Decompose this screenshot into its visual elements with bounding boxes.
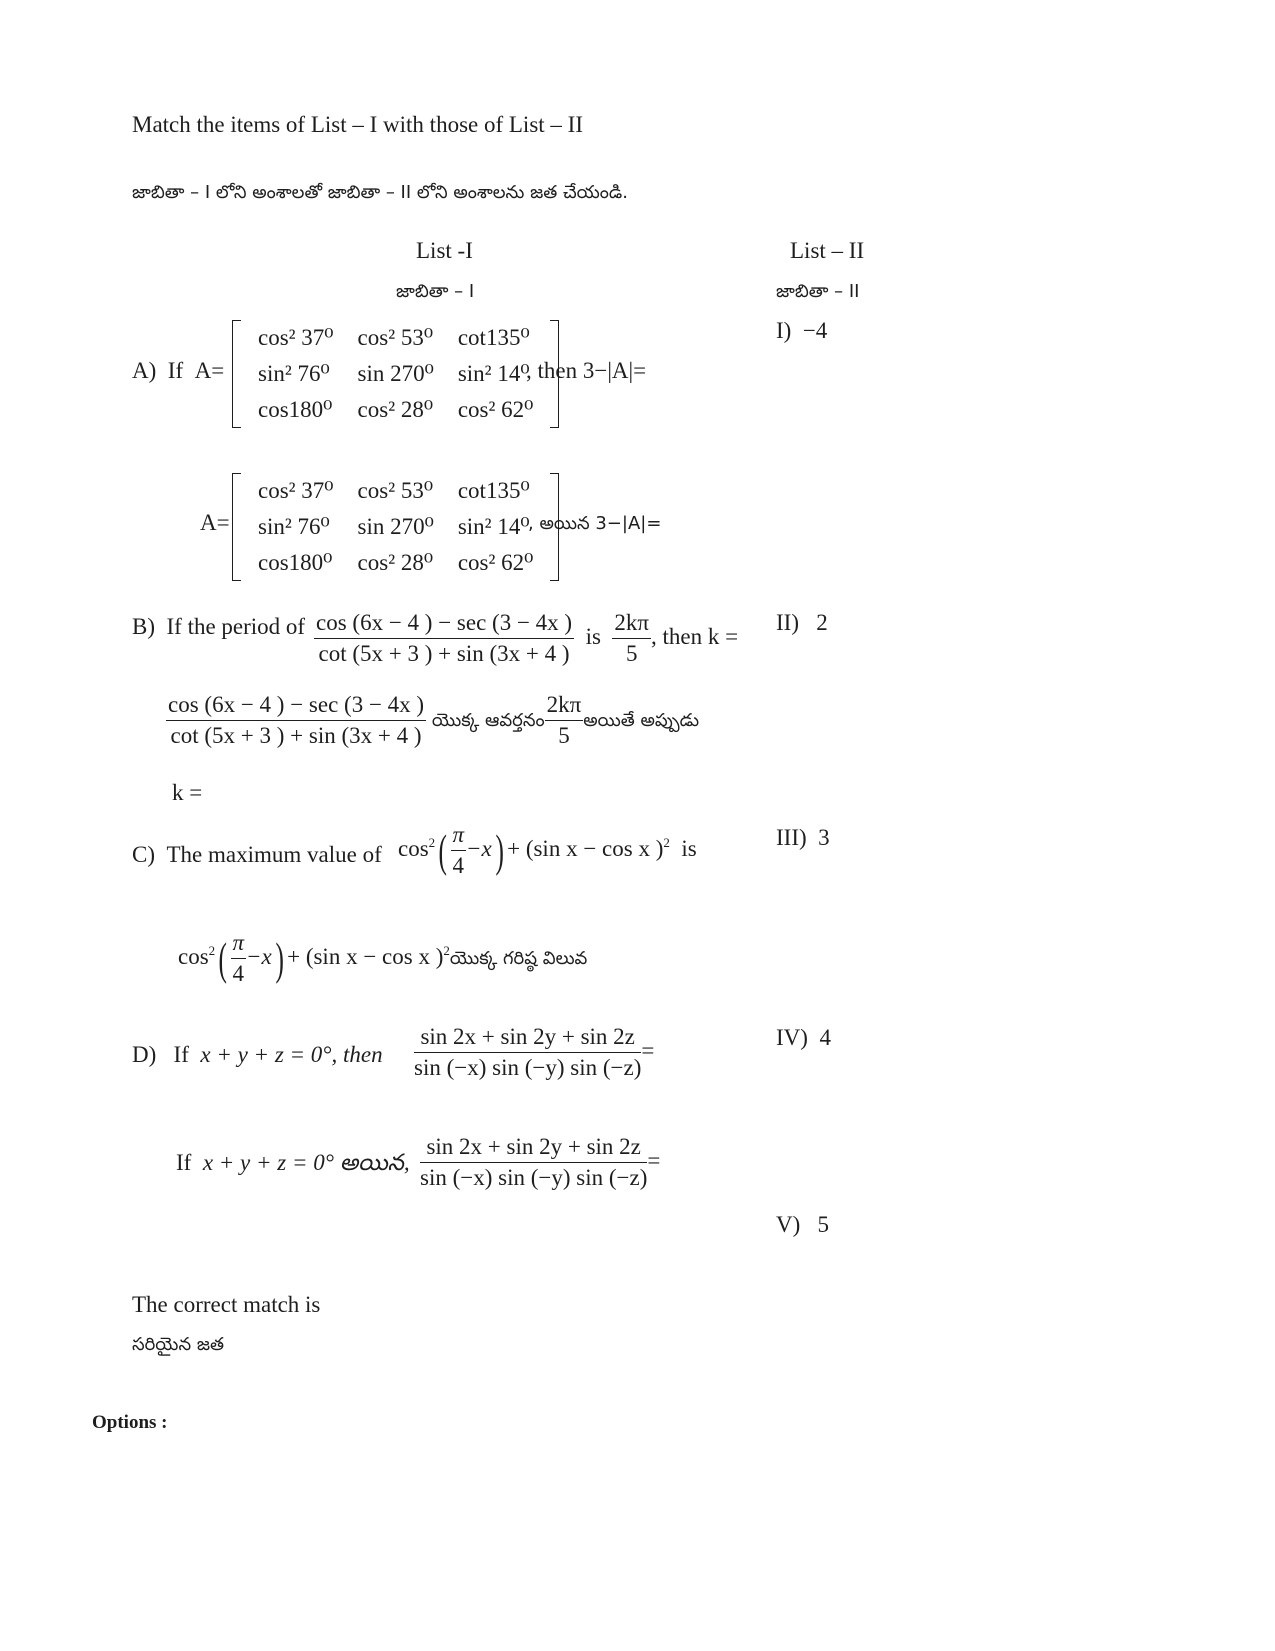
itemB-expression <box>314 610 738 667</box>
list2-label: V) <box>776 1212 801 1237</box>
itemC-four: 4 <box>452 853 465 878</box>
list2-label: III) <box>776 825 807 850</box>
matrix-cell: cos² 53⁰ <box>357 325 434 350</box>
matrix-cell: cos² 28⁰ <box>357 397 434 422</box>
list2-label: I) <box>776 318 792 343</box>
list2-item-1 <box>776 318 827 344</box>
itemD-expression <box>414 1024 654 1081</box>
itemB-period-den: 5 <box>558 723 570 748</box>
itemB-is: is <box>585 623 601 649</box>
itemB-numerator: cos (6x − 4 ) − sec (3 − 4x ) <box>166 692 426 721</box>
itemC-cos: cos <box>178 943 209 969</box>
matrix-cell: cos² 62⁰ <box>457 550 534 575</box>
list2-header: List – II <box>790 238 865 263</box>
itemB-period-num: 2kπ <box>612 610 651 639</box>
itemB-expression-telugu <box>166 692 699 749</box>
matrix-cell: sin² 14⁰ <box>457 361 530 386</box>
itemB-period <box>545 692 584 749</box>
closing-english: The correct match is <box>132 1292 321 1317</box>
list2-value: 4 <box>819 1025 831 1050</box>
closing-telugu: సరియైన జత <box>132 1334 224 1355</box>
itemA-lhs-telugu: A= <box>200 510 230 535</box>
paren-close: ) <box>495 824 504 876</box>
itemD-prefix-telugu <box>176 1150 410 1182</box>
itemD-eq: = <box>647 1147 661 1173</box>
itemB-period <box>612 610 651 667</box>
matrix-cell: sin² 14⁰ <box>457 514 530 539</box>
bracket-left <box>232 473 241 581</box>
itemD-fraction <box>420 1134 647 1191</box>
itemB-label-text: B) <box>132 614 155 639</box>
matrix-cell: cos180⁰ <box>258 397 333 422</box>
itemC-pi-fraction <box>451 822 467 879</box>
matrix-cell: sin 270⁰ <box>357 361 434 386</box>
itemB-label <box>132 614 305 640</box>
itemC-prefix <box>132 842 382 868</box>
list2-item-3 <box>776 825 830 851</box>
list1-header: List -I <box>416 238 473 263</box>
itemD-numerator: sin 2x + sin 2y + sin 2z <box>414 1024 641 1053</box>
matrix-cell: cos² 62⁰ <box>457 397 534 422</box>
list2-value: 5 <box>817 1212 830 1237</box>
itemC-suffix-telugu: యొక్క గరిష్ఠ విలువ <box>449 947 588 969</box>
paren-open: ( <box>438 824 448 876</box>
itemB-mid-telugu: యొక్క ఆవర్తనం <box>431 709 545 731</box>
itemB-fraction <box>166 692 426 749</box>
itemC-label: C) <box>132 842 155 867</box>
itemD-condition: x + y + z = 0°, then <box>200 1042 383 1067</box>
matrix-cell: cos² 37⁰ <box>258 478 334 503</box>
list2-value: 2 <box>816 610 828 635</box>
list1-header-telugu: జాబితా – I <box>396 281 475 302</box>
itemC-rest: + (sin x − cos x ) <box>507 835 664 861</box>
matrix-cell: sin 270⁰ <box>357 514 434 539</box>
list2-label: II) <box>776 610 799 635</box>
itemB-period-num: 2kπ <box>545 692 584 721</box>
itemA-matrix <box>232 320 559 428</box>
itemD-numerator: sin 2x + sin 2y + sin 2z <box>420 1134 647 1163</box>
itemB-fraction <box>314 610 574 667</box>
matrix-cell: cos² 28⁰ <box>357 550 434 575</box>
itemA-label: A) <box>132 358 157 383</box>
list2-value: 3 <box>818 825 830 850</box>
itemC-pi-fraction <box>231 930 247 987</box>
itemB-denominator: cot (5x + 3 ) + sin (3x + 4 ) <box>170 723 422 748</box>
intro-english: Match the items of List – I with those of List – II <box>132 112 583 137</box>
intro-telugu: జాబితా – I లోని అంశాలతో జాబితా – II లోని అంశాలను జత చేయండి. <box>132 182 628 203</box>
itemD-if: If <box>176 1150 192 1175</box>
itemA-then: , then 3−|A|= <box>526 358 647 383</box>
itemB-then: , then k = <box>651 623 739 649</box>
itemC-square: 2 <box>443 943 450 959</box>
itemA-if: If <box>167 358 184 383</box>
bracket-left <box>232 320 241 428</box>
itemC-square: 2 <box>663 835 670 851</box>
itemA-matrix-telugu <box>232 473 559 581</box>
itemC-pi: π <box>231 930 247 959</box>
itemC-expression-telugu <box>178 930 587 987</box>
matrix-cell: cot135⁰ <box>457 325 530 350</box>
list2-value: −4 <box>802 318 828 343</box>
itemB-k-line: k = <box>172 780 203 805</box>
itemA-prefix <box>132 358 224 384</box>
itemD-label: D) <box>132 1042 157 1067</box>
list2-item-5 <box>776 1212 829 1238</box>
list2-item-2 <box>776 610 828 636</box>
itemD-expression-telugu <box>420 1134 660 1191</box>
itemB-period-den: 5 <box>625 641 638 666</box>
itemD-denominator: sin (−x) sin (−y) sin (−z) <box>414 1055 642 1080</box>
itemC-pi: π <box>451 822 467 851</box>
itemA-lhs: A= <box>194 358 225 383</box>
itemC-prefix-text: The maximum value of <box>166 842 382 867</box>
paren-close: ) <box>275 932 284 984</box>
itemC-cos: cos <box>398 835 429 861</box>
matrix-cell: sin² 76⁰ <box>258 361 330 386</box>
paren-open: ( <box>218 932 228 984</box>
itemD-eq: = <box>641 1037 655 1063</box>
itemC-square: 2 <box>428 835 436 851</box>
itemC-is: is <box>681 835 697 861</box>
itemC-minus-x: −x <box>466 835 492 861</box>
itemC-rest: + (sin x − cos x ) <box>287 943 444 969</box>
list2-header-telugu: జాబితా – II <box>776 281 860 302</box>
options-label: Options : <box>92 1412 168 1433</box>
itemB-prefix: If the period of <box>166 614 306 639</box>
itemD-condition-telugu: x + y + z = 0° అయిన, <box>202 1150 410 1175</box>
matrix-cell: cos² 53⁰ <box>357 478 434 503</box>
itemB-numerator: cos (6x − 4 ) − sec (3 − 4x ) <box>314 610 574 639</box>
itemD-if: If <box>173 1042 189 1067</box>
itemC-four: 4 <box>232 961 245 986</box>
matrix-cell: cot135⁰ <box>457 478 530 503</box>
itemA-then-telugu: , అయిన 3−|A|= <box>528 513 662 534</box>
list2-item-4 <box>776 1025 831 1051</box>
matrix-cell: cos180⁰ <box>258 550 333 575</box>
matrix-cell: sin² 76⁰ <box>258 514 330 539</box>
list2-label: IV) <box>776 1025 808 1050</box>
itemD-prefix <box>132 1042 383 1068</box>
itemC-expression <box>398 822 697 879</box>
matrix-cell: cos² 37⁰ <box>258 325 334 350</box>
itemD-fraction <box>414 1024 641 1081</box>
itemB-denominator: cot (5x + 3 ) + sin (3x + 4 ) <box>318 641 570 666</box>
itemC-square: 2 <box>208 943 216 959</box>
itemC-minus-x: −x <box>246 943 272 969</box>
itemB-suffix-telugu: అయితే అప్పుడు <box>583 709 700 731</box>
itemD-denominator: sin (−x) sin (−y) sin (−z) <box>420 1165 648 1190</box>
